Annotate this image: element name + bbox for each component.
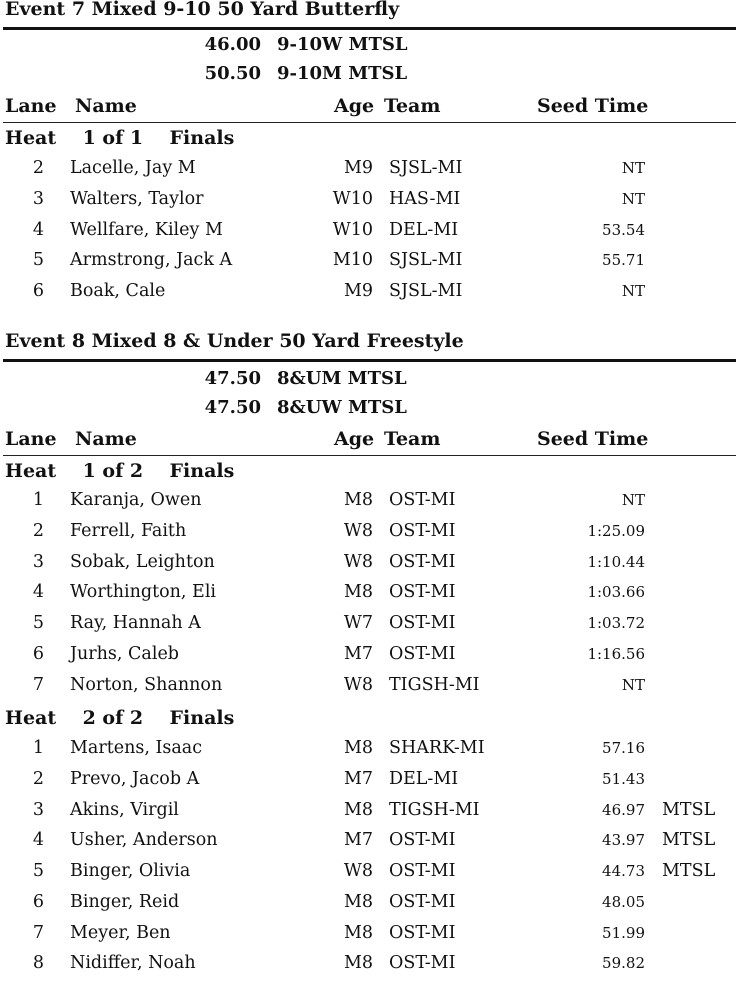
swimmer-team: TIGSH-MI xyxy=(389,674,480,695)
swimmer-age: W10 xyxy=(332,219,373,240)
swimmer-team: OST-MI xyxy=(389,953,456,974)
swimmer-name: Binger, Olivia xyxy=(70,861,191,881)
swimmer-age: M8 xyxy=(343,891,373,912)
swimmer-team: TIGSH-MI xyxy=(389,799,480,820)
swimmer-age: W8 xyxy=(343,861,373,881)
lane-number: 3 xyxy=(32,188,44,209)
swimmer-age: W10 xyxy=(332,188,373,209)
column-header-seed-time: Seed Time xyxy=(537,428,649,450)
seed-time: 51.99 xyxy=(602,923,645,942)
lane-number: 5 xyxy=(32,250,44,271)
seed-time: 1:03.72 xyxy=(587,614,645,632)
standard-flag: MTSL xyxy=(662,830,716,851)
lane-number: 4 xyxy=(32,219,44,240)
column-header-seed-time: Seed Time xyxy=(537,95,649,117)
heat-label: Heat 1 of 2 Finals xyxy=(5,460,235,482)
swimmer-age: M8 xyxy=(343,922,373,943)
swimmer-age: M10 xyxy=(332,250,373,271)
lane-number: 1 xyxy=(32,490,44,510)
seed-time: 55.71 xyxy=(602,251,645,270)
lane-number: 2 xyxy=(32,520,44,541)
seed-time: 59.82 xyxy=(602,954,645,973)
column-header-lane: Lane xyxy=(5,95,57,117)
swimmer-team: OST-MI xyxy=(389,551,456,572)
swimmer-team: OST-MI xyxy=(389,520,456,541)
swimmer-name: Ferrell, Faith xyxy=(70,520,187,541)
seed-time: 57.16 xyxy=(602,739,645,757)
lane-number: 5 xyxy=(32,613,44,633)
swimmer-name: Jurhs, Caleb xyxy=(70,643,180,664)
swimmer-age: M9 xyxy=(343,158,373,178)
event-rule xyxy=(3,27,736,30)
swimmer-team: SHARK-MI xyxy=(389,738,485,758)
seed-time: 1:03.66 xyxy=(587,583,645,602)
lane-number: 2 xyxy=(32,158,44,178)
column-header-name: Name xyxy=(75,428,137,450)
swimmer-age: M8 xyxy=(343,953,373,974)
standard-label: 9-10M MTSL xyxy=(277,63,408,84)
swimmer-age: W8 xyxy=(343,520,373,541)
column-header-age: Age xyxy=(334,95,375,117)
swimmer-name: Prevo, Jacob A xyxy=(70,768,200,789)
event-title: Event 7 Mixed 9-10 50 Yard Butterfly xyxy=(5,0,400,20)
seed-time: NT xyxy=(621,282,645,300)
seed-time: 48.05 xyxy=(602,892,645,911)
seed-time: NT xyxy=(621,159,645,177)
swimmer-team: SJSL-MI xyxy=(389,250,463,271)
lane-number: 4 xyxy=(32,582,44,603)
swimmer-age: M7 xyxy=(343,643,373,664)
lane-number: 6 xyxy=(32,281,44,301)
swimmer-name: Nidiffer, Noah xyxy=(70,953,196,974)
swimmer-name: Martens, Isaac xyxy=(70,738,203,758)
seed-time: NT xyxy=(621,675,645,694)
swimmer-team: OST-MI xyxy=(389,891,456,912)
swimmer-team: OST-MI xyxy=(389,582,456,603)
seed-time: 44.73 xyxy=(602,862,645,880)
column-header-rule xyxy=(3,122,736,123)
seed-time: NT xyxy=(621,491,645,509)
swimmer-name: Boak, Cale xyxy=(70,281,166,301)
swimmer-team: OST-MI xyxy=(389,922,456,943)
lane-number: 8 xyxy=(32,953,44,974)
swimmer-team: DEL-MI xyxy=(389,768,459,789)
lane-number: 6 xyxy=(32,643,44,664)
lane-number: 5 xyxy=(32,861,44,881)
seed-time: 1:10.44 xyxy=(587,552,645,571)
lane-number: 1 xyxy=(32,738,44,758)
swimmer-team: OST-MI xyxy=(389,643,456,664)
lane-number: 6 xyxy=(32,891,44,912)
standard-time: 47.50 xyxy=(204,368,261,389)
swimmer-team: DEL-MI xyxy=(389,219,459,240)
swimmer-name: Ray, Hannah A xyxy=(70,613,201,633)
seed-time: 43.97 xyxy=(602,831,645,850)
standard-time: 50.50 xyxy=(204,63,261,84)
column-header-rule xyxy=(3,455,736,456)
swimmer-name: Norton, Shannon xyxy=(70,674,223,695)
swimmer-age: M8 xyxy=(343,490,373,510)
standard-flag: MTSL xyxy=(662,799,716,820)
swimmer-team: OST-MI xyxy=(389,490,456,510)
swimmer-team: HAS-MI xyxy=(389,188,461,209)
seed-time: 1:16.56 xyxy=(587,644,645,663)
swimmer-team: OST-MI xyxy=(389,861,456,881)
lane-number: 2 xyxy=(32,768,44,789)
swimmer-name: Usher, Anderson xyxy=(70,830,218,851)
swimmer-age: M8 xyxy=(343,738,373,758)
swimmer-age: M8 xyxy=(343,582,373,603)
swimmer-name: Akins, Virgil xyxy=(70,799,179,820)
swimmer-age: M7 xyxy=(343,768,373,789)
swimmer-name: Wellfare, Kiley M xyxy=(70,219,223,240)
swimmer-name: Sobak, Leighton xyxy=(70,551,215,572)
swimmer-name: Worthington, Eli xyxy=(70,582,217,603)
heat-label: Heat 1 of 1 Finals xyxy=(5,127,235,149)
event-title: Event 8 Mixed 8 & Under 50 Yard Freestyle xyxy=(5,330,464,352)
swimmer-name: Armstrong, Jack A xyxy=(70,250,233,271)
swimmer-name: Meyer, Ben xyxy=(70,922,171,943)
swimmer-age: W7 xyxy=(343,613,373,633)
lane-number: 3 xyxy=(32,799,44,820)
swimmer-age: M8 xyxy=(343,799,373,820)
swimmer-team: OST-MI xyxy=(389,613,456,633)
seed-time: NT xyxy=(621,189,645,208)
column-header-team: Team xyxy=(384,95,441,117)
seed-time: 1:25.09 xyxy=(587,521,645,540)
swimmer-team: SJSL-MI xyxy=(389,158,463,178)
swimmer-name: Lacelle, Jay M xyxy=(70,158,196,178)
swimmer-age: M9 xyxy=(343,281,373,301)
standard-flag: MTSL xyxy=(662,861,716,881)
standard-label: 8&UW MTSL xyxy=(277,397,407,418)
swimmer-team: SJSL-MI xyxy=(389,281,463,301)
seed-time: 51.43 xyxy=(602,769,645,788)
event-rule xyxy=(3,359,736,362)
swimmer-name: Walters, Taylor xyxy=(70,188,204,209)
swimmer-team: OST-MI xyxy=(389,830,456,851)
lane-number: 4 xyxy=(32,830,44,851)
swimmer-age: W8 xyxy=(343,551,373,572)
swimmer-age: W8 xyxy=(343,674,373,695)
standard-label: 9-10W MTSL xyxy=(277,34,408,55)
standard-time: 46.00 xyxy=(204,34,261,55)
standard-time: 47.50 xyxy=(204,397,261,418)
column-header-team: Team xyxy=(384,428,441,450)
seed-time: 46.97 xyxy=(602,800,645,819)
seed-time: 53.54 xyxy=(602,220,645,239)
swimmer-age: M7 xyxy=(343,830,373,851)
lane-number: 7 xyxy=(32,674,44,695)
column-header-name: Name xyxy=(75,95,137,117)
heat-label: Heat 2 of 2 Finals xyxy=(5,707,235,729)
lane-number: 7 xyxy=(32,922,44,943)
column-header-lane: Lane xyxy=(5,428,57,450)
swimmer-name: Karanja, Owen xyxy=(70,490,202,510)
swimmer-name: Binger, Reid xyxy=(70,891,180,912)
standard-label: 8&UM MTSL xyxy=(277,368,407,389)
column-header-age: Age xyxy=(334,428,375,450)
lane-number: 3 xyxy=(32,551,44,572)
